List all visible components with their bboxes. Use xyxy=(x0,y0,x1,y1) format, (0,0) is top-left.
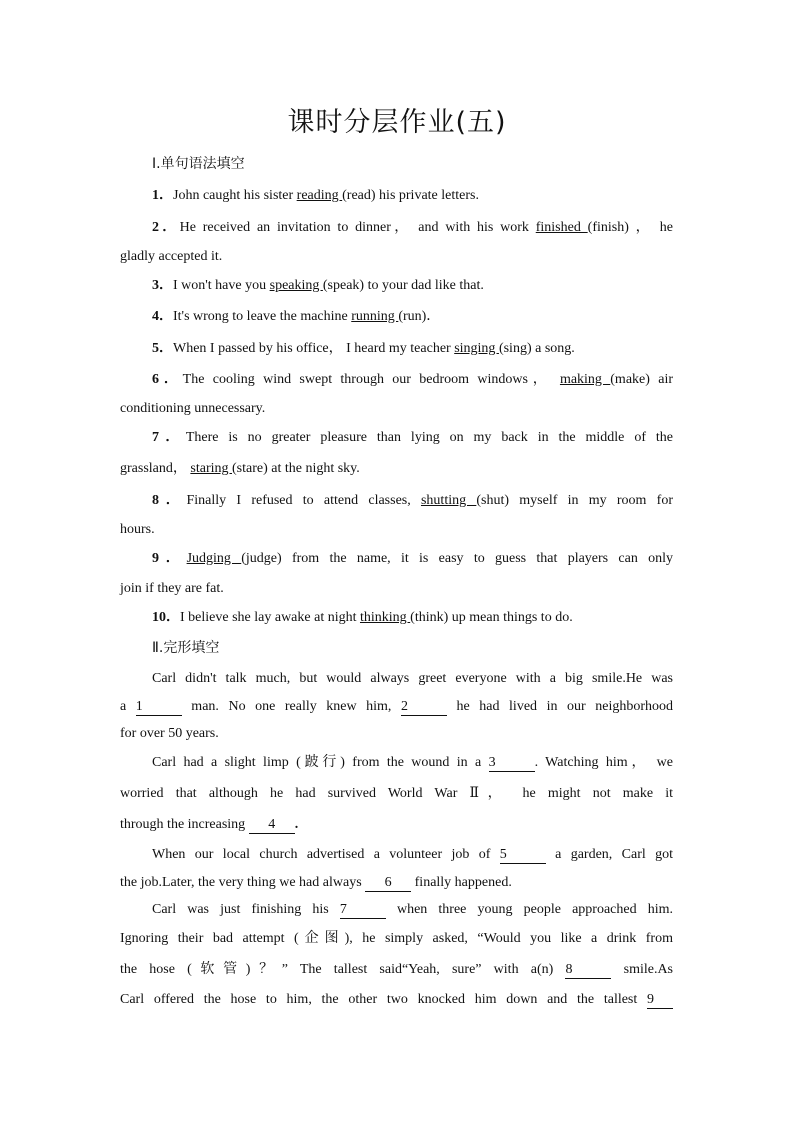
passage-text: a xyxy=(120,699,136,714)
passage-line xyxy=(152,846,673,864)
question-number: 2． xyxy=(152,220,180,235)
answer: speaking xyxy=(269,278,323,293)
question-text: (speak) to your dad like that. xyxy=(322,278,484,293)
passage-text: . Watching him， we xyxy=(534,755,673,770)
question-6-continued: conditioning unnecessary. xyxy=(120,401,266,416)
passage-line: Carl didn't talk much, but would always greet everyone with a big smile.He was xyxy=(152,671,673,686)
question-5 xyxy=(152,340,673,358)
question-text: (run)． xyxy=(398,309,441,324)
blank-1: 1 xyxy=(136,699,182,716)
question-text: Finally I refused to attend classes, xyxy=(186,493,421,508)
question-3 xyxy=(152,277,673,295)
question-text: (think) up mean things to do. xyxy=(410,610,573,625)
passage-line: for over 50 years. xyxy=(120,726,219,741)
question-text: There is no greater pleasure than lying on my back in the middle of the xyxy=(185,430,673,445)
passage-line xyxy=(120,698,673,716)
question-text: (shut) myself in my room for xyxy=(476,493,674,508)
question-text: John caught his sister xyxy=(173,188,297,203)
question-6 xyxy=(152,371,673,389)
question-8-continued: hours. xyxy=(120,522,155,537)
answer: staring xyxy=(190,461,232,476)
question-number: 9． xyxy=(152,551,187,566)
passage-text: Carl was just finishing his xyxy=(152,902,340,917)
passage-text: smile.As xyxy=(611,962,674,977)
answer: making xyxy=(559,372,611,387)
passage-text: a garden, Carl got xyxy=(545,847,673,862)
question-number: 6． xyxy=(152,372,183,387)
section-1-heading: Ⅰ.单句语法填空 xyxy=(152,156,245,172)
question-text: When I passed by his office， I heard my teacher xyxy=(173,341,455,356)
question-number: 5． xyxy=(152,341,173,356)
blank-2: 2 xyxy=(401,699,447,716)
question-text: It's wrong to leave the machine xyxy=(173,309,352,324)
passage-line xyxy=(152,901,673,919)
question-text: grassland， xyxy=(120,461,191,476)
passage-text: when three young people approached him. xyxy=(385,902,673,917)
blank-3: 3 xyxy=(489,755,535,772)
question-8 xyxy=(152,492,673,510)
blank-4: 4 xyxy=(249,817,295,834)
answer: finished xyxy=(535,220,588,235)
passage-text: Carl had a slight limp (跛行) from the wound in a xyxy=(152,755,489,770)
answer: singing xyxy=(454,341,499,356)
question-7 xyxy=(152,429,673,447)
question-number: 10． xyxy=(152,610,180,625)
question-text: I believe she lay awake at night xyxy=(180,610,360,625)
question-number: 4． xyxy=(152,309,173,324)
blank-9: 9 xyxy=(647,992,673,1009)
passage-line: worried that although he had survived World War Ⅱ， he might not make it xyxy=(120,786,673,801)
question-9-continued: join if they are fat. xyxy=(120,581,224,596)
question-2 xyxy=(152,219,673,237)
passage-line xyxy=(152,754,673,772)
blank-7: 7 xyxy=(340,902,386,919)
question-text: He received an invitation to dinner， and with his work xyxy=(179,220,536,235)
question-number: 7． xyxy=(152,430,186,445)
question-text: (finish) ， he xyxy=(587,220,673,235)
blank-5: 5 xyxy=(500,847,546,864)
question-4 xyxy=(152,308,673,326)
question-10 xyxy=(152,609,673,627)
passage-text: he had lived in our neighborhood xyxy=(446,699,673,714)
question-number: 8． xyxy=(152,493,187,508)
question-2-continued: gladly accepted it. xyxy=(120,249,223,264)
passage-text: the hose (软管)？” The tallest said“Yeah, sure” with a(n) xyxy=(120,962,566,977)
passage-line xyxy=(120,961,673,979)
passage-text: When our local church advertised a volunteer job of xyxy=(152,847,500,862)
answer: shutting xyxy=(420,493,477,508)
question-text: (judge) from the name, it is easy to guess that players can only xyxy=(241,551,674,566)
passage-line: Ignoring their bad attempt (企图), he simply asked, “Would you like a drink from xyxy=(120,931,673,946)
question-7-continued xyxy=(120,460,673,478)
passage-text: . xyxy=(294,817,299,832)
blank-8: 8 xyxy=(565,962,611,979)
question-text: The cooling wind swept through our bedroom windows， xyxy=(182,372,560,387)
passage-text: Carl offered the hose to him, the other two knocked him down and the tallest xyxy=(120,992,647,1007)
page-title: 课时分层作业(五) xyxy=(287,107,507,138)
answer: reading xyxy=(296,188,343,203)
question-text: I won't have you xyxy=(173,278,270,293)
passage-text: through the increasing xyxy=(120,817,249,832)
passage-line xyxy=(120,816,673,834)
answer: thinking xyxy=(359,610,411,625)
passage-text: the job.Later, the very thing we had always xyxy=(120,875,366,890)
passage-text: man. No one really knew him, xyxy=(181,699,401,714)
passage-text: finally happened. xyxy=(411,875,512,890)
question-9 xyxy=(152,550,673,568)
answer: Judging xyxy=(186,551,242,566)
passage-line xyxy=(120,874,673,892)
question-text: (sing) a song. xyxy=(498,341,575,356)
blank-6: 6 xyxy=(365,875,411,892)
question-1 xyxy=(152,187,673,205)
passage-line xyxy=(120,991,673,1009)
answer: running xyxy=(351,309,399,324)
section-2-heading: Ⅱ.完形填空 xyxy=(152,640,220,656)
question-number: 1． xyxy=(152,188,173,203)
question-text: (stare) at the night sky. xyxy=(232,461,360,476)
question-text: (read) his private letters. xyxy=(342,188,479,203)
question-text: (make) air xyxy=(610,372,674,387)
question-number: 3． xyxy=(152,278,173,293)
